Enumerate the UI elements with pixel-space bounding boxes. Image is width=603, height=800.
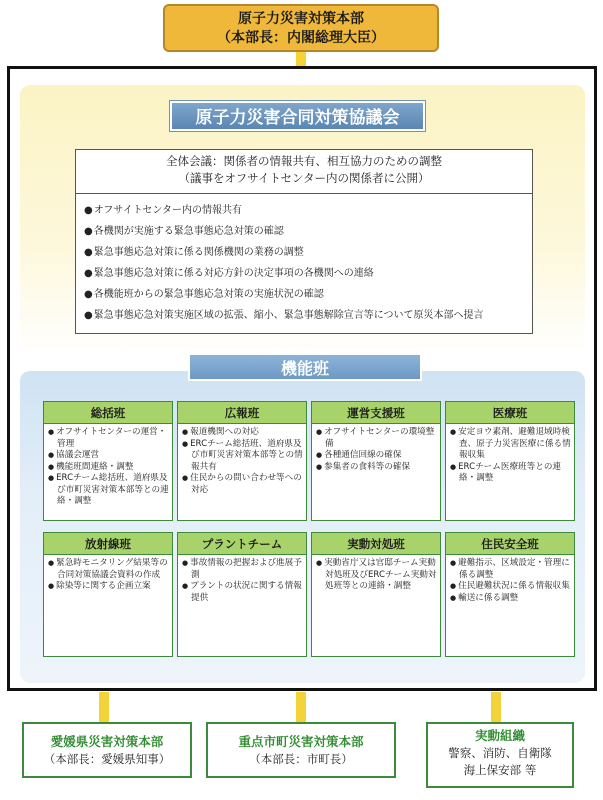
team-item: ● ERCチーム医療班等との連絡・調整 [450, 462, 571, 485]
team-item: ● 住民からの問い合わせ等への対応 [182, 473, 303, 496]
team-items [178, 424, 306, 496]
bottom-org-sub2: 海上保安部 等 [463, 763, 537, 777]
team-box [177, 401, 307, 521]
hq-subtitle: （本部長：内閣総理大臣） [217, 30, 385, 46]
team-item: ● 実動省庁又は官邸チーム実動対処班及びERCチーム実動対処班等との連絡・調整 [316, 558, 437, 593]
hq-title: 原子力災害対策本部 [238, 11, 364, 27]
team-box [43, 532, 173, 657]
team-box [445, 401, 575, 521]
team-box [311, 401, 441, 521]
duty-item: ● 各機能班からの緊急事態応急対策の実施状況の確認 [84, 284, 532, 305]
team-item: ● オフサイトセンターの運営・管理 [48, 427, 169, 450]
bottom-org-title: 重点市町災害対策本部 [238, 734, 364, 749]
functional-teams-title: 機能班 [188, 353, 422, 381]
team-name: 広報班 [178, 402, 306, 424]
duty-item: ● 緊急事態応急対策に係る関係機関の業務の調整 [84, 242, 532, 263]
team-item: ● ERCチーム総括班、道府県及び市町災害対策本部等との連絡・調整 [48, 473, 169, 508]
team-item: ● 避難指示、区域設定・管理に係る調整 [450, 558, 571, 581]
team-name: 医療班 [446, 402, 574, 424]
team-name: 実動対処班 [312, 533, 440, 555]
team-box [445, 532, 575, 657]
duty-item: ● 各機関が実施する緊急事態応急対策の確認 [84, 221, 532, 242]
team-item: ● オフサイトセンターの環境整備 [316, 427, 437, 450]
team-item: ● 輸送に係る調整 [450, 593, 571, 605]
team-name: 運営支援班 [312, 402, 440, 424]
team-item: ● 安定ヨウ素剤、避難退域時検査、原子力災害医療に係る情報収集 [450, 427, 571, 462]
hq-box [163, 4, 439, 52]
bottom-org-title: 実動組織 [474, 728, 525, 743]
connector-center [296, 692, 306, 722]
team-items [312, 424, 440, 473]
team-box [177, 532, 307, 657]
team-item: ● 報道機関への対応 [182, 427, 303, 439]
plenary-section [76, 150, 532, 194]
team-items [446, 555, 574, 604]
team-items [446, 424, 574, 485]
council-box [75, 149, 533, 334]
team-box [311, 532, 441, 657]
connector-right [491, 692, 501, 722]
duty-list [76, 194, 532, 326]
team-item: ● 機能班間連絡・調整 [48, 462, 169, 474]
team-item: ● ERCチーム総括班、道府県及び市町災害対策本部等との情報共有 [182, 439, 303, 474]
team-name: 総括班 [44, 402, 172, 424]
team-items [178, 555, 306, 604]
team-item: ● 参集者の食料等の確保 [316, 462, 437, 474]
plenary-line1: 全体会議：関係者の情報共有、相互協力のための調整 [166, 154, 442, 168]
team-box [43, 401, 173, 521]
team-item: ● 緊急時モニタリング結果等の合同対策協議会資料の作成 [48, 558, 169, 581]
council-title: 原子力災害合同対策協議会 [170, 101, 425, 131]
duty-item: ● オフサイトセンター内の情報共有 [84, 200, 532, 221]
plenary-line2: （議事をオフサイトセンター内の関係者に公開） [178, 171, 430, 185]
bottom-org-sub: 警察、消防、自衛隊 [448, 746, 552, 760]
team-name: 放射線班 [44, 533, 172, 555]
team-items [44, 424, 172, 508]
connector-left [99, 692, 109, 722]
bottom-org-title: 愛媛県災害対策本部 [50, 734, 164, 749]
bottom-org-box [426, 722, 574, 788]
team-items [312, 555, 440, 593]
duty-item: ● 緊急事態応急対策実施区域の拡張、縮小、緊急事態解除宣言等について原災本部へ提言 [84, 305, 532, 326]
bottom-org-sub: （本部長：市町長） [249, 752, 353, 766]
duty-item: ● 緊急事態応急対策に係る対応方針の決定事項の各機関への連絡 [84, 263, 532, 284]
team-item: ● 協議会運営 [48, 450, 169, 462]
main-frame [7, 66, 597, 691]
team-name: プラントチーム [178, 533, 306, 555]
bottom-org-sub: （本部長：愛媛県知事） [43, 752, 171, 766]
team-name: 住民安全班 [446, 533, 574, 555]
bottom-org-box [22, 722, 192, 778]
team-item: ● 事故情報の把握および進展予測 [182, 558, 303, 581]
team-item: ● 除染等に関する企画立案 [48, 581, 169, 593]
team-item: ● 各種通信回線の確保 [316, 450, 437, 462]
team-item: ● 住民避難状況に係る情報収集 [450, 581, 571, 593]
bottom-org-box [206, 722, 396, 778]
team-items [44, 555, 172, 593]
team-item: ● プラントの状況に関する情報提供 [182, 581, 303, 604]
